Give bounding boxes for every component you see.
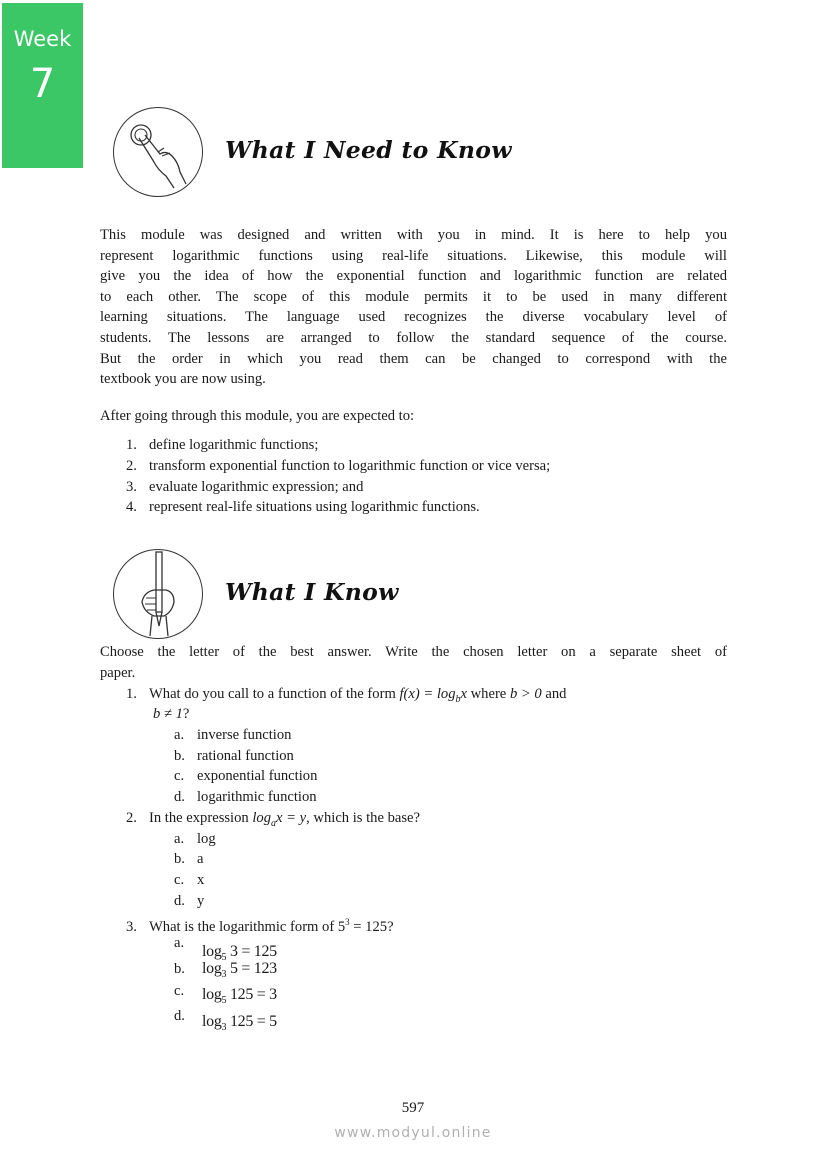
- week-tab: [2, 3, 83, 168]
- instructions-line: Choose the letter of the best answer. Write the chosen letter on a separate sheet of: [100, 644, 727, 660]
- question-text: 1. What do you call to a function of the form $f(x) = \log_bx$ where b > 0 and: [126, 686, 567, 705]
- instructions-line: paper.: [100, 665, 136, 681]
- section-title-what-i-know: What I Know: [225, 578, 399, 606]
- choice-formula: $\log_3 125 = 5$: [202, 1013, 277, 1034]
- choice: b. rational function: [174, 748, 294, 764]
- intro-line: to each other. The scope of this module permits it to be used in many different: [100, 288, 727, 305]
- choice: c. exponential function: [174, 768, 318, 784]
- choice-letter: b.: [174, 961, 185, 977]
- choice: d. y: [174, 893, 205, 909]
- question-text-cont: b ≠ 1?: [153, 706, 190, 722]
- choice: a. log: [174, 831, 216, 847]
- intro-line: learning situations. The language used recognizes the diverse vocabulary level of: [100, 309, 727, 326]
- pencil-hand-icon: [113, 549, 203, 639]
- choice: a. inverse function: [174, 727, 292, 743]
- choice-formula: $\log_5 125 = 3$: [202, 986, 277, 1007]
- intro-line: give you the idea of how the exponential function and logarithmic function are related: [100, 268, 727, 285]
- choice: b. a: [174, 851, 204, 867]
- week-number: 7: [29, 61, 56, 107]
- footer-watermark: www.modyul.online: [334, 1125, 492, 1141]
- choice: c. x: [174, 872, 205, 888]
- touch-hand-icon: [113, 107, 203, 197]
- intro-line: students. The lessons are arranged to follow the standard sequence of the course.: [100, 330, 727, 346]
- intro-line: textbook you are now using.: [100, 371, 266, 388]
- choice-letter: c.: [174, 983, 185, 999]
- choice-formula: $\log_5 3 = 125$: [202, 943, 277, 964]
- section-title-need-to-know: What I Need to Know: [225, 136, 512, 164]
- intro-line: But the order in which you read them can be changed to correspond with the: [100, 350, 727, 367]
- intro-line: represent logarithmic functions using real-life situations. Likewise, this module will: [100, 247, 727, 264]
- choice-formula: $\log_3 5 = 123$: [202, 960, 277, 981]
- question-text: 2. In the expression $\log_ax = y$, which is the base?: [126, 810, 421, 829]
- expect-intro: After going through this module, you are expected to:: [100, 408, 415, 424]
- choice: d. logarithmic function: [174, 789, 317, 805]
- list-item: 4. represent real-life situations using logarithmic functions.: [126, 499, 480, 515]
- choice-letter: a.: [174, 935, 185, 951]
- list-item: 1. define logarithmic functions;: [126, 437, 319, 453]
- intro-line: This module was designed and written with you in mind. It is here to help you: [100, 227, 727, 243]
- week-label: Week: [13, 27, 72, 51]
- question-text: 3. What is the logarithmic form of $5^3 = 125$?: [126, 917, 394, 935]
- page-number: 597: [401, 1100, 425, 1116]
- list-item: 2. transform exponential function to logarithmic function or vice versa;: [126, 458, 551, 474]
- list-item: 3. evaluate logarithmic expression; and: [126, 479, 364, 495]
- choice-letter: d.: [174, 1008, 185, 1024]
